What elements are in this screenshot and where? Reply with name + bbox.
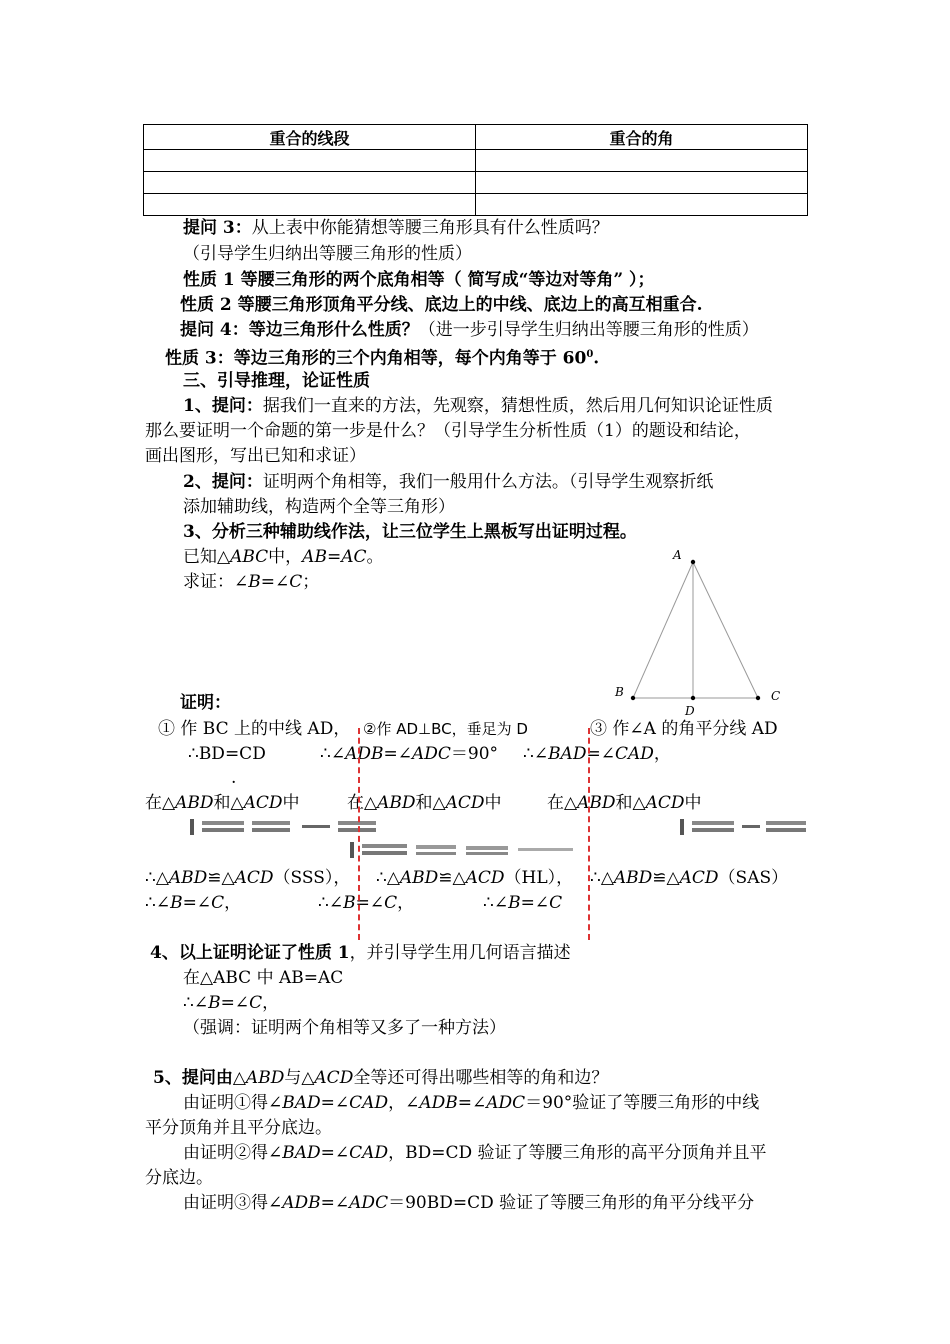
p5-tri: △ bbox=[232, 1068, 246, 1088]
question-3 bbox=[183, 216, 609, 240]
congr-abd: ABD bbox=[613, 868, 653, 888]
property-3-sup: 0 bbox=[586, 349, 594, 360]
congr-prefix: ∴△ bbox=[590, 868, 614, 888]
stray-dot: . bbox=[231, 768, 237, 788]
in-tri-prefix: 在△ bbox=[347, 793, 378, 813]
result-3-eq: =∠ bbox=[586, 744, 615, 764]
in-triangle-2 bbox=[347, 791, 501, 815]
table-header-segments: 重合的线段 bbox=[144, 125, 476, 150]
prove-c: C bbox=[289, 572, 303, 592]
given-ab: AB bbox=[302, 547, 327, 567]
question-3-note: （引导学生归纳出等腰三角形的性质） bbox=[183, 244, 472, 264]
conclude-prefix: ∴∠ bbox=[145, 893, 171, 913]
proof-label: 证明： bbox=[180, 693, 231, 713]
side-ab bbox=[633, 562, 693, 698]
given-statement bbox=[183, 545, 384, 569]
paragraph-3: 3、分析三种辅助线作法，让三位学生上黑板写出证明过程。 bbox=[183, 522, 637, 542]
table-row bbox=[144, 150, 808, 172]
table-cell bbox=[144, 194, 476, 216]
in-triangle-3 bbox=[547, 791, 701, 815]
in-tri-end: 中 bbox=[282, 793, 300, 813]
explanation-1-line-2: 平分顶角并且平分底边。 bbox=[145, 1118, 332, 1138]
conclude-eq: =∠ bbox=[355, 893, 385, 913]
table-cell bbox=[144, 150, 476, 172]
in-tri-abd: ABD bbox=[175, 793, 214, 813]
congr-prefix: ∴△ bbox=[145, 868, 169, 888]
e1-e: ＝90°验证了等腰三角形的中线 bbox=[525, 1093, 760, 1113]
explanation-2 bbox=[183, 1141, 767, 1165]
paragraph-2-number: 2、提问： bbox=[183, 472, 263, 492]
p4c-eq: =∠ bbox=[220, 993, 250, 1013]
table-cell bbox=[476, 172, 808, 194]
congruence-hl bbox=[376, 866, 573, 890]
e3-b: =∠ bbox=[320, 1193, 350, 1213]
result-2-eq: =∠ bbox=[383, 744, 412, 764]
conclude-eq: =∠ bbox=[182, 893, 212, 913]
given-mid: 中， bbox=[268, 547, 303, 567]
paragraph-1-number: 1、提问： bbox=[183, 396, 263, 416]
p5-with: 与△ bbox=[284, 1068, 315, 1088]
in-tri-abd: ABD bbox=[377, 793, 416, 813]
paragraph-4-number: 4、以上证明论证了 bbox=[150, 943, 298, 963]
vertex-b bbox=[631, 696, 635, 700]
conclude-comma: ， bbox=[224, 893, 242, 913]
paragraph-4-bold: 性质 1 bbox=[297, 943, 350, 963]
table-cell bbox=[144, 172, 476, 194]
e3-c: ＝90BD=CD 验证了等腰三角形的角平分线平分 bbox=[388, 1193, 755, 1213]
p4c-prefix: ∴∠ bbox=[183, 993, 209, 1013]
p5-text: 全等还可得出哪些相等的角和边？ bbox=[353, 1068, 609, 1088]
section-3-heading: 三、引导推理，论证性质 bbox=[183, 371, 370, 391]
in-triangle-1 bbox=[145, 791, 299, 815]
side-ac bbox=[693, 562, 758, 698]
property-1: 性质 1 等腰三角形的两个底角相等（ 简写成“等边对等角” ）； bbox=[183, 270, 655, 290]
e1-b: =∠ bbox=[320, 1093, 350, 1113]
e2-b: =∠ bbox=[320, 1143, 350, 1163]
explanation-2-line-2: 分底边。 bbox=[145, 1168, 213, 1188]
e1-adb: ADB bbox=[419, 1093, 458, 1113]
result-1: ∴BD=CD bbox=[188, 744, 266, 764]
congr-symbol: ≌△ bbox=[652, 868, 680, 888]
congr-symbol: ≌△ bbox=[207, 868, 235, 888]
triangle-figure bbox=[605, 545, 805, 720]
in-tri-and: 和△ bbox=[213, 793, 244, 813]
paragraph-1-line-3: 画出图形，写出已知和求证） bbox=[145, 446, 366, 466]
given-prefix: 已知△ bbox=[183, 547, 231, 567]
question-4-text: （进一步引导学生归纳出等腰三角形的性质） bbox=[418, 320, 759, 340]
table-cell bbox=[476, 194, 808, 216]
result-3-bad: BAD bbox=[548, 744, 587, 764]
table-header-angles: 重合的角 bbox=[476, 125, 808, 150]
e1-c: ，∠ bbox=[388, 1093, 420, 1113]
e1-a: 由证明①得∠ bbox=[183, 1093, 283, 1113]
method-2: ②作 AD⊥BC，垂足为 D bbox=[363, 720, 528, 738]
method-1: ① 作 BC 上的中线 AD， bbox=[158, 719, 351, 739]
result-2-adb: ADB bbox=[345, 744, 384, 764]
paragraph-1 bbox=[183, 394, 773, 418]
in-tri-prefix: 在△ bbox=[547, 793, 578, 813]
result-2-end: ＝90° bbox=[450, 744, 499, 764]
result-3-end: ， bbox=[653, 744, 671, 764]
congr-abd: ABD bbox=[399, 868, 439, 888]
e3-adb: ADB bbox=[282, 1193, 321, 1213]
e2-bad: BAD bbox=[282, 1143, 321, 1163]
result-3-prefix: ∴∠ bbox=[523, 744, 549, 764]
label-b: B bbox=[615, 685, 624, 699]
conclusion-2 bbox=[318, 891, 414, 915]
p4c-b: B bbox=[208, 993, 221, 1013]
property-3-end: . bbox=[593, 348, 600, 369]
congr-prefix: ∴△ bbox=[376, 868, 400, 888]
e2-cad: CAD bbox=[349, 1143, 389, 1163]
conclude-b: B bbox=[343, 893, 356, 913]
in-tri-and: 和△ bbox=[415, 793, 446, 813]
given-end: 。 bbox=[366, 547, 384, 567]
conclude-b: B bbox=[170, 893, 183, 913]
congr-sas: （SAS） bbox=[718, 868, 789, 888]
congr-abd: ABD bbox=[168, 868, 208, 888]
p4c-end: ， bbox=[262, 993, 280, 1013]
prove-b: B bbox=[248, 572, 261, 592]
conclude-prefix: ∴∠ bbox=[318, 893, 344, 913]
congruence-sss bbox=[145, 866, 350, 890]
separator-line-2 bbox=[588, 728, 590, 940]
paragraph-2-line-2: 添加辅助线，构造两个全等三角形） bbox=[183, 497, 455, 517]
conclude-comma: ， bbox=[397, 893, 415, 913]
label-a: A bbox=[673, 548, 682, 562]
question-3-label: 提问 3： bbox=[183, 218, 252, 238]
result-3 bbox=[523, 742, 671, 766]
conclusion-3 bbox=[483, 891, 562, 915]
conclude-prefix: ∴∠ bbox=[483, 893, 509, 913]
in-tri-abd: ABD bbox=[577, 793, 616, 813]
point-d bbox=[691, 696, 695, 700]
in-tri-prefix: 在△ bbox=[145, 793, 176, 813]
e1-d: =∠ bbox=[457, 1093, 487, 1113]
in-tri-acd: ACD bbox=[243, 793, 283, 813]
e1-bad: BAD bbox=[282, 1093, 321, 1113]
table-cell bbox=[476, 150, 808, 172]
e2-a: 由证明②得∠ bbox=[183, 1143, 283, 1163]
in-tri-end: 中 bbox=[484, 793, 502, 813]
prove-prefix: 求证：∠ bbox=[183, 572, 249, 592]
congr-acd: ACD bbox=[465, 868, 505, 888]
e1-cad: CAD bbox=[349, 1093, 389, 1113]
paragraph-4-line-3 bbox=[183, 991, 279, 1015]
explanation-1 bbox=[183, 1091, 759, 1115]
label-c: C bbox=[771, 689, 781, 703]
property-3 bbox=[165, 343, 599, 371]
congr-symbol: ≌△ bbox=[438, 868, 466, 888]
table-row bbox=[144, 172, 808, 194]
congr-acd: ACD bbox=[234, 868, 274, 888]
prove-end: ； bbox=[302, 572, 320, 592]
table-row bbox=[144, 194, 808, 216]
illegible-formula-1 bbox=[190, 815, 385, 839]
in-tri-end: 中 bbox=[684, 793, 702, 813]
given-ac: AC bbox=[341, 547, 367, 567]
conclude-c: C bbox=[549, 893, 563, 913]
in-tri-and: 和△ bbox=[615, 793, 646, 813]
congr-hl: （HL）， bbox=[504, 868, 574, 888]
in-tri-acd: ACD bbox=[645, 793, 685, 813]
result-2-adc: ADC bbox=[411, 744, 451, 764]
property-3-text: 性质 3：等边三角形的三个内角相等，每个内角等于 60 bbox=[165, 348, 587, 369]
property-2: 性质 2 等腰三角形顶角平分线、底边上的中线、底边上的高互相重合. bbox=[180, 295, 703, 315]
p5-abd: ABD bbox=[245, 1068, 285, 1088]
result-2-prefix: ∴∠ bbox=[320, 744, 346, 764]
coincidence-table bbox=[143, 124, 808, 216]
vertex-c bbox=[756, 696, 760, 700]
paragraph-5-number: 5、提问由 bbox=[153, 1068, 233, 1088]
question-4-label: 提问 4：等边三角形什么性质？ bbox=[180, 320, 419, 340]
in-tri-acd: ACD bbox=[445, 793, 485, 813]
e2-c: ，BD=CD 验证了等腰三角形的高平分顶角并且平 bbox=[388, 1143, 767, 1163]
prove-eq: =∠ bbox=[260, 572, 290, 592]
prove-statement bbox=[183, 570, 319, 594]
e3-adc: ADC bbox=[349, 1193, 389, 1213]
e3-a: 由证明③得∠ bbox=[183, 1193, 283, 1213]
congr-acd: ACD bbox=[679, 868, 719, 888]
paragraph-4-line-2: 在△ABC 中 AB=AC bbox=[183, 968, 344, 988]
separator-line-1 bbox=[358, 728, 360, 940]
paragraph-5 bbox=[153, 1066, 608, 1090]
question-4 bbox=[180, 318, 759, 342]
paragraph-4-text: ，并引导学生用几何语言描述 bbox=[349, 943, 571, 963]
e1-adc: ADC bbox=[486, 1093, 526, 1113]
conclude-b: B bbox=[508, 893, 521, 913]
vertex-a bbox=[691, 560, 695, 564]
conclude-eq: =∠ bbox=[520, 893, 550, 913]
question-3-text: 从上表中你能猜想等腰三角形具有什么性质吗？ bbox=[251, 218, 609, 238]
conclude-c: C bbox=[384, 893, 398, 913]
conclusion-1 bbox=[145, 891, 241, 915]
congr-sss: （SSS）， bbox=[273, 868, 351, 888]
p5-acd: ACD bbox=[314, 1068, 354, 1088]
illegible-formula-3 bbox=[680, 815, 810, 839]
paragraph-4-line-4: （强调：证明两个角相等又多了一种方法） bbox=[183, 1018, 506, 1038]
method-3: ③ 作∠A 的角平分线 AD bbox=[590, 719, 778, 739]
illegible-formula-2 bbox=[350, 840, 595, 862]
paragraph-2-text: 证明两个角相等，我们一般用什么方法。（引导学生观察折纸 bbox=[262, 472, 714, 492]
result-2 bbox=[320, 742, 498, 766]
paragraph-4 bbox=[150, 941, 571, 965]
paragraph-2 bbox=[183, 470, 713, 494]
explanation-3 bbox=[183, 1191, 754, 1215]
table-header-row bbox=[144, 125, 808, 150]
congruence-sas bbox=[590, 866, 788, 890]
result-3-cad: CAD bbox=[614, 744, 654, 764]
conclude-c: C bbox=[211, 893, 225, 913]
label-d: D bbox=[685, 704, 695, 718]
p4c-c: C bbox=[249, 993, 263, 1013]
paragraph-1-text: 据我们一直来的方法，先观察，猜想性质，然后用几何知识论证性质 bbox=[262, 396, 773, 416]
given-eq: = bbox=[326, 547, 342, 567]
paragraph-1-line-2: 那么要证明一个命题的第一步是什么？（引导学生分析性质（1）的题设和结论， bbox=[145, 421, 751, 441]
given-abc: ABC bbox=[230, 547, 269, 567]
